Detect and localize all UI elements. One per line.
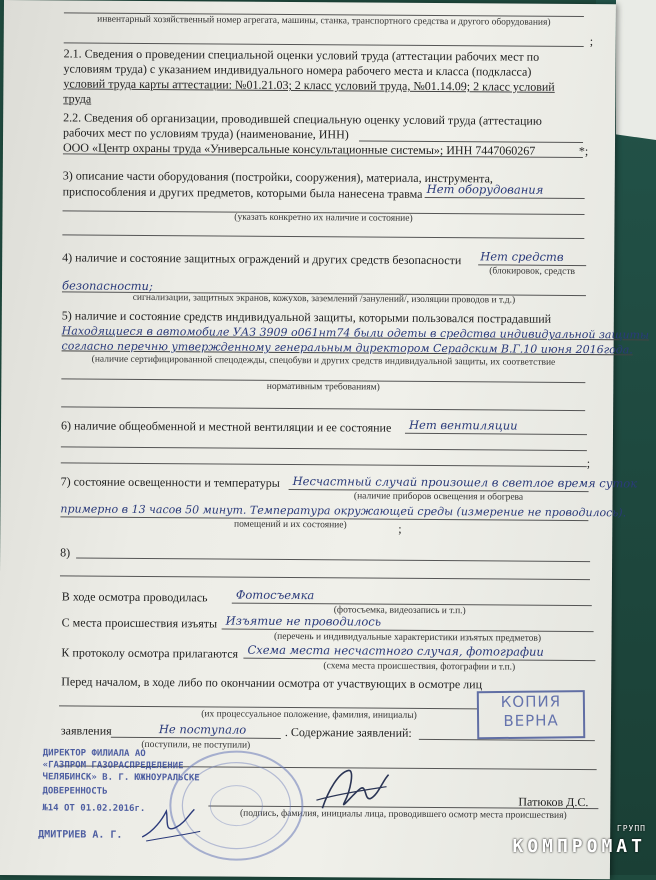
inspection-label: В ходе осмотра проводилась — [61, 589, 208, 605]
s5-value2: согласно перечню утвержденному генеральным директором Серадским В.Г.10 июня 2016года. — [61, 339, 633, 357]
s4-caption1: (блокировок, средств — [489, 266, 576, 277]
s7-caption1: (наличие приборов освещения и обогрева — [353, 491, 524, 503]
s22-line1: 2.2. Сведения об организации, проводившей специальную оценку условий труда (аттестацию — [63, 110, 542, 128]
signatory-name: Патюков Д.С. — [518, 794, 589, 810]
s3-line1: 3) описание части оборудования (постройки, сооружения), материала, инструмента, — [62, 168, 493, 186]
s21-line4: труда — [63, 91, 92, 106]
statements-caption: (поступили, не поступили) — [141, 739, 251, 751]
s6-value: Нет вентиляции — [408, 417, 518, 433]
watermark-top: ГРУПП — [616, 824, 646, 833]
statements-label: заявления — [60, 723, 112, 738]
s6-line1: 6) наличие общеобменной и местной вентиляции и ее состояние — [60, 418, 392, 435]
s5-line1: 5) наличие и состояние средств индивидуальной защиты, которыми пользовался пострадавший — [61, 308, 552, 326]
s21-line1: 2.1. Сведения о проведении специальной оценки условий труда (аттестации рабочих мест по — [63, 46, 540, 64]
s5-caption2: нормативным требованиям) — [266, 381, 380, 393]
copy-certified-stamp — [477, 690, 585, 739]
attached-label: К протоколу осмотра прилагаются — [61, 645, 239, 661]
s22-line3: ООО «Центр охраны труда «Универсальные консультационные системы»; ИНН 7447060267 — [62, 140, 536, 158]
inspection-value: Фотосъемка — [235, 587, 315, 603]
statements-value: Не поступало — [158, 722, 247, 737]
s7-line1: 7) состояние освещенности и температуры — [60, 474, 280, 490]
s22-line3-end: *; — [578, 144, 589, 159]
s7-value1: Несчастный случай произошел в светлое время суток — [292, 474, 638, 491]
seized-label: С места происшествия изъяты — [61, 615, 218, 631]
inspection-caption: (фотосъемка, видеозапись и т.п.) — [333, 605, 466, 617]
watermark-main: КОМПРОМАТ — [512, 836, 646, 857]
director-stamp-line6: ДМИТРИЕВ А. Г. — [38, 829, 123, 841]
inspector-signature — [308, 760, 398, 821]
participants-line1: Перед началом, в ходе либо по окончании осмотра от участвующих в осмотре лиц — [61, 674, 483, 692]
copy-stamp-line1: КОПИЯ — [500, 692, 562, 712]
s5-caption1: (наличие сертифицированной спецодежды, спецобуви и других средств индивидуальной защиты, их соответствие — [91, 354, 556, 368]
s4-line1: 4) наличие и состояние защитных ограждений и других средств безопасности — [62, 250, 462, 268]
director-stamp-line5: №14 ОТ 01.02.2016г. — [42, 803, 146, 815]
director-signature — [136, 801, 206, 846]
s7-caption2: помещений и их состояние) — [233, 519, 347, 531]
header-caption: инвентарный хозяйственный номер агрегата, машины, станка, транспортного средства и другого оборудования) — [97, 14, 551, 28]
s7-end: ; — [398, 521, 402, 536]
s3-line2: приспособления и других предметов, которыми была нанесена травма — [62, 184, 423, 201]
seized-caption: (перечень и индивидуальные характеристики изъятых предметов) — [273, 631, 542, 644]
s4-value1: Нет средств — [480, 249, 564, 264]
signature-caption: (подпись, фамилия, инициалы лица, проводившего осмотр места происшествия) — [239, 808, 567, 821]
copy-stamp-line2: ВЕРНА — [503, 711, 559, 730]
seized-value: Изъятие не проводилось — [225, 613, 382, 629]
director-stamp-line1: ДИРЕКТОР ФИЛИАЛА АО — [42, 748, 146, 760]
participants-caption: (их процессуальное положение, фамилия, инициалы) — [201, 709, 417, 721]
director-stamp-line2: «ГАЗПРОМ ГАЗОРАСПРЕДЕЛЕНИЕ — [42, 760, 184, 772]
s7-value2: примерно в 13 часов 50 минут. Температура окружающей среды (измерение не проводилось). — [60, 502, 627, 520]
statements-content-label: . Содержание заявлений: — [284, 724, 412, 740]
watermark-logo — [512, 824, 646, 857]
s21-line3: условий труда карты аттестации: №01.21.03; 2 класс условий труда, №01.14.09; 2 класс условий — [63, 76, 555, 94]
s22-line2: рабочих мест по условиям труда) (наименование, ИНН) — [63, 125, 349, 142]
s4-caption2: сигнализации, защитных экранов, кожухов, заземлений /занулений/, изоляции проводов и т.д.) — [132, 292, 516, 306]
director-stamp-line4: ДОВЕРЕННОСТЬ — [42, 786, 108, 797]
director-stamp-line3: ЧЕЛЯБИНСК» В. Г. ЮЖНОУРАЛЬСКЕ — [42, 772, 200, 784]
adjacent-sheet-edge — [616, 0, 656, 140]
s3-caption: (указать конкретно их наличие и состояние) — [234, 212, 413, 224]
header-semicolon: ; — [589, 34, 594, 49]
s4-value2: безопасности; — [61, 278, 153, 294]
s5-value1: Находящиеся в автомобиле УАЗ 3909 о061нт74 были одеты в средства индивидуальной защиты — [61, 324, 650, 342]
s6-end: ; — [586, 456, 591, 471]
attached-value: Схема места несчастного случая, фотографии — [247, 642, 544, 659]
s3-value: Нет оборудования — [426, 181, 544, 197]
s8-label: 8) — [60, 545, 71, 560]
attached-caption: (схема места происшествия, фотографии и т.п.) — [323, 661, 516, 673]
s21-line2: условиям труда) с указанием индивидуального номера рабочего места и класса (подкласса) — [63, 61, 532, 79]
